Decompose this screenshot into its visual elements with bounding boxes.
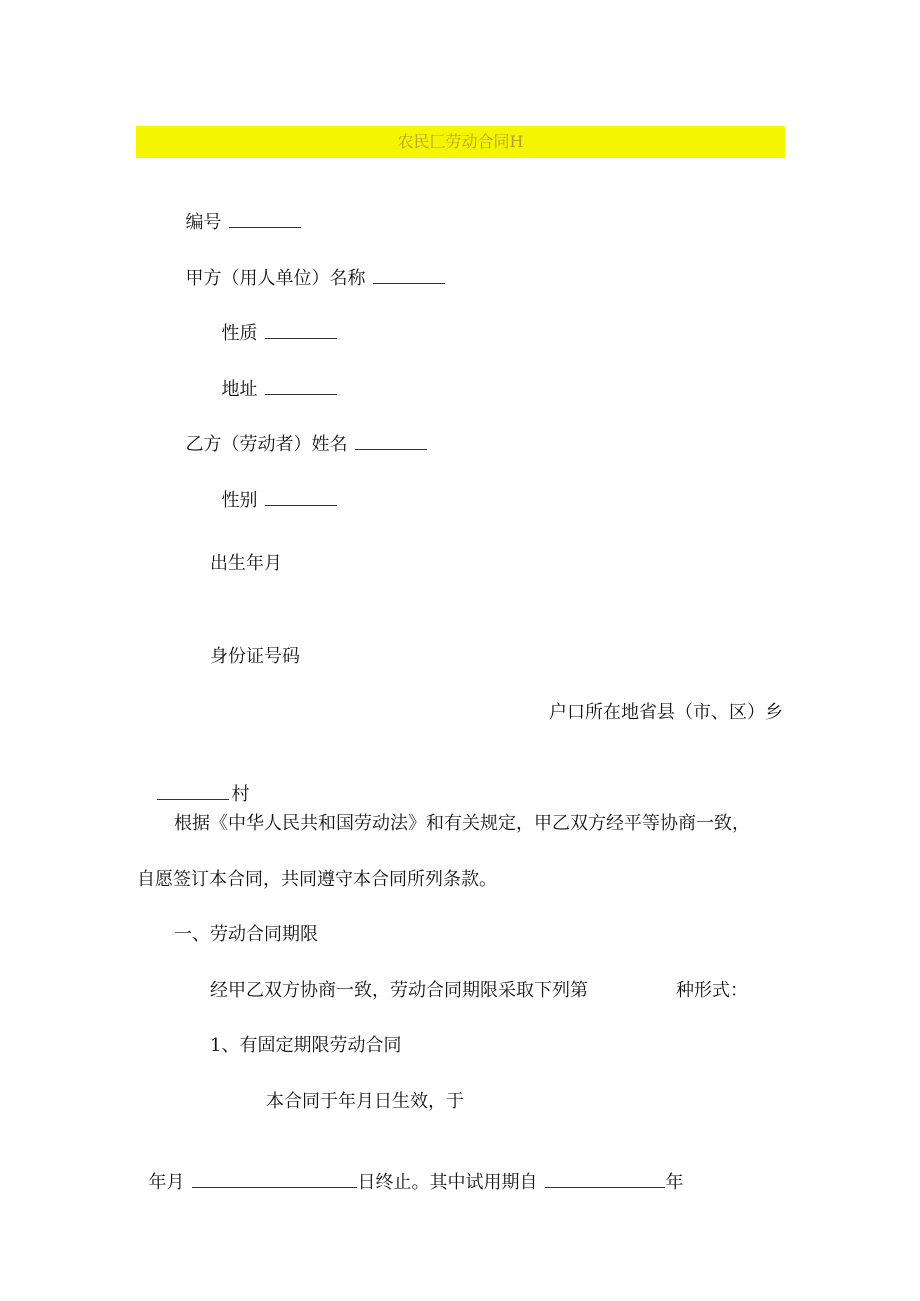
end-date-blank[interactable]: [192, 1169, 357, 1188]
term-line-b: 日终止。其中试用期自: [357, 1172, 538, 1193]
trial-start-blank[interactable]: [545, 1169, 665, 1188]
address-label: 地址: [221, 379, 258, 400]
employer-name-blank[interactable]: [373, 265, 445, 284]
address-blank[interactable]: [265, 376, 337, 395]
item1-text: 本合同于年月日生效，于: [266, 1091, 464, 1112]
number-blank[interactable]: [229, 209, 301, 228]
nature-label: 性质: [221, 323, 258, 344]
number-label: 编号: [185, 212, 222, 233]
birth-field: 出生年月: [210, 553, 282, 574]
section1-text-a: 经甲乙双方协商一致，劳动合同期限采取下列第: [210, 980, 588, 1001]
term-line: [137, 1145, 683, 1195]
section1-text-b: 种形式：: [676, 980, 748, 1001]
term-line-a: 年月: [148, 1172, 185, 1193]
item1-title: 1、有固定期限劳动合同: [210, 1035, 402, 1056]
intro-line-1: 根据《中华人民共和国劳动法》和有关规定，甲乙双方经平等协商一致，: [174, 813, 750, 834]
term-line-c: 年: [665, 1172, 684, 1193]
nature-blank[interactable]: [265, 320, 337, 339]
gender-field: [210, 463, 337, 513]
village-label: 村: [231, 784, 250, 805]
residence-field: 户口所在地省县（市、区）乡: [549, 702, 783, 723]
worker-name-blank[interactable]: [355, 431, 427, 450]
number-field: [174, 185, 301, 235]
worker-name-field: [174, 407, 427, 457]
worker-name-label: 乙方（劳动者）姓名: [185, 434, 348, 455]
employer-name-field: [174, 241, 445, 291]
gender-blank[interactable]: [265, 487, 337, 506]
village-field: [146, 757, 249, 807]
section1-title: 一、劳动合同期限: [174, 924, 318, 945]
document-title: 农民匚劳动合同H: [136, 126, 785, 158]
address-field: [210, 352, 337, 402]
employer-name-label: 甲方（用人单位）名称: [185, 268, 366, 289]
intro-line-2: 自愿签订本合同，共同遵守本合同所列条款。: [137, 869, 497, 890]
nature-field: [210, 296, 337, 346]
id-number-field: 身份证号码: [210, 646, 300, 667]
gender-label: 性别: [221, 490, 258, 511]
village-blank[interactable]: [157, 781, 229, 800]
